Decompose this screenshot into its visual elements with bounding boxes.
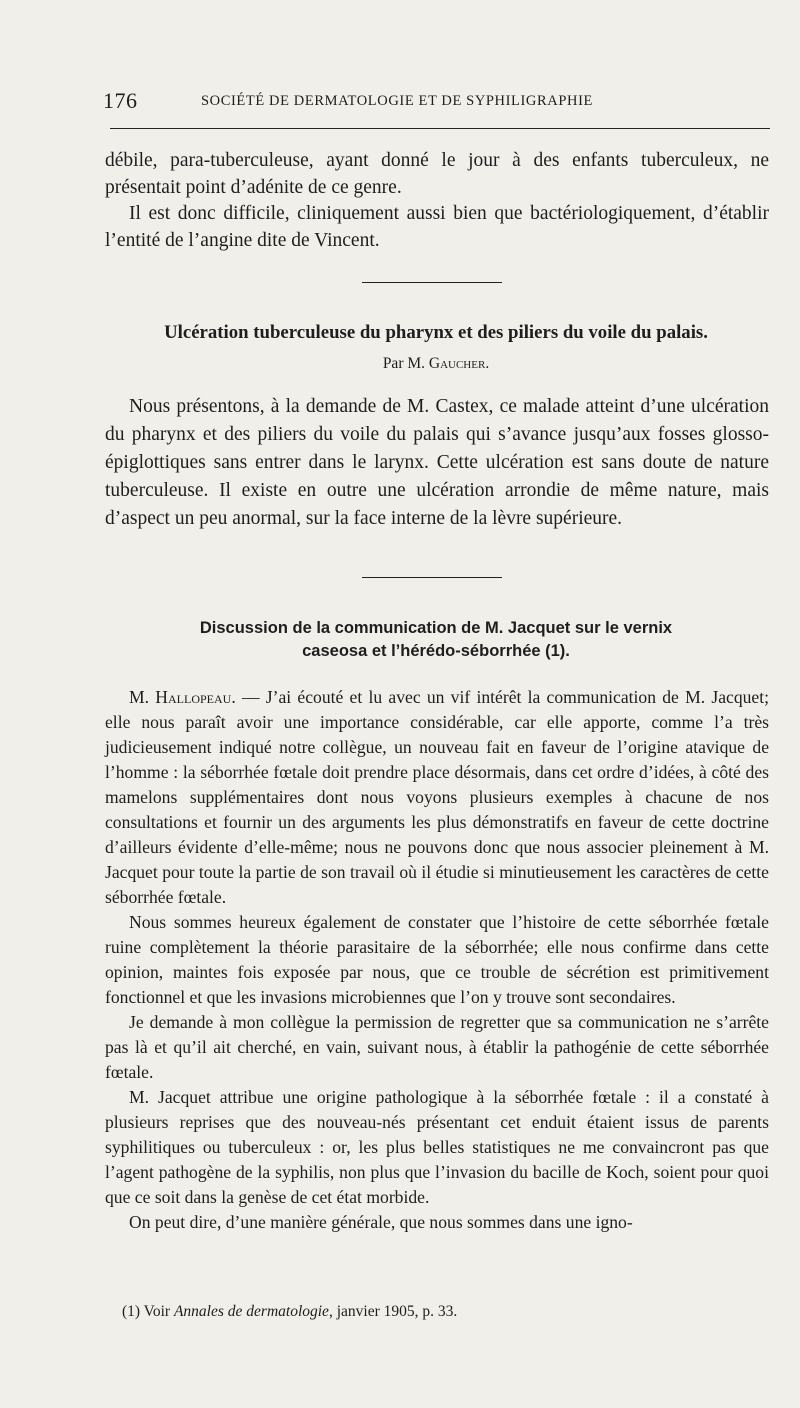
running-title: SOCIÉTÉ DE DERMATOLOGIE ET DE SYPHILIGRAPHIE <box>201 93 593 109</box>
discussion-title-line-1: Discussion de la communication de M. Jacquet sur le vernix <box>199 619 673 637</box>
page-number: 176 <box>103 88 138 113</box>
paragraph-text: . — J’ai écouté et lu avec un vif intérêt la communication de M. Jacquet; elle nous paraît avoir une importance considérable, car elle apporte, comme l’a très judicieusement indiqué notre collègue, un nouveau fait en faveur de l’origine atavique de l’homme : la séborrhée fœtale doit prendre place désormais, dans cet ordre d’idées, à côté des mamelons supplémentaires dont nous voyons plusieurs exemples à chacune de nos consultations et fournir un des arguments les plus démonstratifs en faveur de cette doctrine d’ailleurs évidente d’elle-même; nous ne pouvons donc que nous associer pleinement à M. Jacquet pour toute la partie de son travail où il étudie si minutieusement les caractères de cette séborrhée fœtale. <box>105 687 769 907</box>
discussion-title-line-2: caseosa et l’hérédo-séborrhée (1). <box>302 642 570 660</box>
discussion-paragraph-3: Je demande à mon collègue la permission de regretter que sa communication ne s’arrête pas là et qu’il ait cherché, en vain, suivant nous, à établir la pathogénie de cette séborrhée fœtale. <box>105 1012 769 1082</box>
section-divider <box>362 577 502 578</box>
header-rule <box>110 128 770 129</box>
intro-paragraph-2: Il est donc difficile, cliniquement aussi bien que bactériologiquement, d’établir l’entité de l’angine dite de Vincent. <box>105 203 769 252</box>
byline-author: Gaucher <box>428 355 486 372</box>
discussion-text <box>105 685 769 1235</box>
intro-text <box>105 148 769 255</box>
page-header <box>103 88 768 118</box>
footnote <box>122 1303 457 1321</box>
section-body <box>105 393 769 533</box>
footnote-suffix: , janvier 1905, p. 33. <box>328 1303 458 1320</box>
discussion-paragraph-5: On peut dire, d’une manière générale, que nous sommes dans une igno- <box>129 1212 633 1232</box>
speaker-prefix: M. <box>129 687 156 707</box>
discussion-paragraph-2: Nous sommes heureux également de constater que l’histoire de cette séborrhée fœtale ruine complètement la théorie parasitaire de la séborrhée; elle nous confirme dans cette opinion, maintes fois exposée par nous, que ce trouble de sécrétion est primitivement fonctionnel et que les invasions microbiennes que l’on y trouve sont secondaires. <box>105 912 769 1007</box>
footnote-prefix: (1) Voir <box>122 1303 174 1320</box>
section-paragraph: Nous présentons, à la demande de M. Castex, ce malade atteint d’une ulcération du pharynx et des piliers du voile du palais qui s’avance jusqu’aux fosses glosso-épiglottiques sans entrer dans le larynx. Cette ulcération est sans doute de nature tuberculeuse. Il existe en outre une ulcération arrondie de même nature, mais d’aspect un peu anormal, sur la face interne de la lèvre supérieure. <box>105 396 769 529</box>
section-divider <box>362 282 502 283</box>
section-title: Ulcération tuberculeuse du pharynx et des piliers du voile du palais. <box>164 322 708 343</box>
discussion-paragraph-4: M. Jacquet attribue une origine pathologique à la séborrhée fœtale : il a constaté à plusieurs reprises que des nouveau-nés présentant cet enduit étaient issus de parents syphilitiques ou tuberculeux : or, les plus belles statistiques ne me convaincront pas que l’agent pathogène de la syphilis, non plus que l’invasion du bacille de Koch, soient pour quoi que ce soit dans la genèse de cet état morbide. <box>105 1087 769 1207</box>
byline-suffix: . <box>485 355 490 372</box>
discussion-title <box>100 617 772 663</box>
footnote-journal: Annales de dermatologie <box>173 1303 329 1320</box>
byline-prefix: Par M. <box>382 355 429 372</box>
speaker-name: Hallopeau <box>155 687 232 707</box>
discussion-paragraph-1 <box>105 685 769 910</box>
intro-paragraph-1: débile, para-tuberculeuse, ayant donné le jour à des enfants tuberculeux, ne présentait point d’adénite de ce genre. <box>105 150 769 198</box>
author-byline <box>100 355 772 373</box>
